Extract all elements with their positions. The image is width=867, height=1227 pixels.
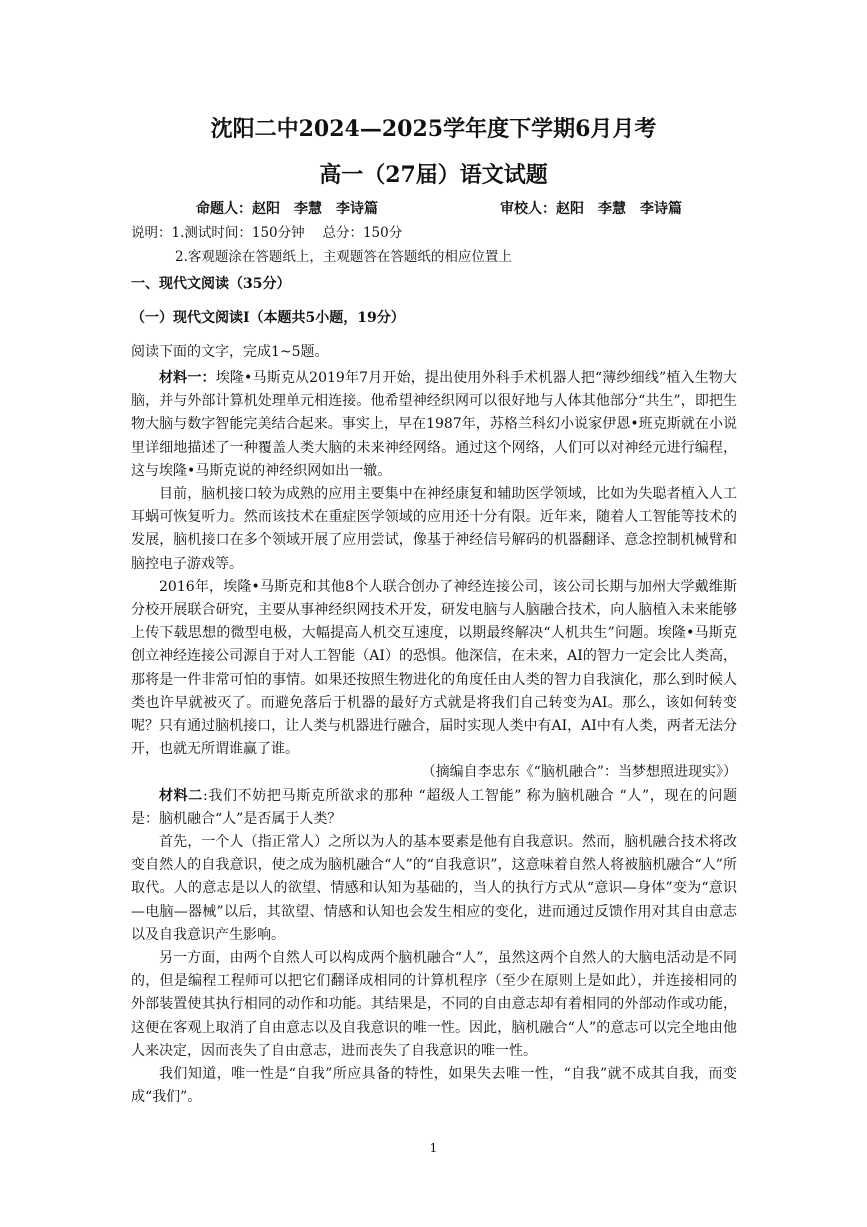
material1-paragraph-1: 材料一：埃隆•马斯克从2019年7月开始，提出使用外科手术机器人把“薄纱细线”植入生物大脑，并与外部计算机处理单元相连接。他希望神经织网可以很好地与人体其他部分“共生”，即把生物大脑与数字智能完美结合起来。事实上，早在1987年，苏格兰科幻小说家伊恩•班克斯就在小说里详细地描述了一种覆盖人类大脑的未来神经网络。通过这个网络，人们可以对神经元进行编程，这与埃隆•马斯克说的神经织网如出一辙。 xyxy=(131,370,738,479)
setters: 命题人：赵阳 李慧 李诗篇 xyxy=(196,201,378,217)
material1-label: 材料一： xyxy=(159,370,216,386)
reading-intro: 阅读下面的文字，完成1~5题。 xyxy=(131,344,329,360)
exam-title: 沈阳二中2024—2025学年度下学期6月月考 xyxy=(210,116,657,142)
instruction-line-1: 说明：1.测试时间：150分钟 总分：150分 xyxy=(131,225,403,241)
article-body xyxy=(131,367,737,1110)
material1-source: （摘编自李忠东《“脑机融合”：当梦想照进现实》） xyxy=(421,764,737,781)
exam-subtitle: 高一（27届）语文试题 xyxy=(319,162,548,188)
material2-label: 材料二 xyxy=(159,787,203,804)
material2-paragraph-3: 另一方面，由两个自然人可以构成两个脑机融合“人”，虽然这两个自然人的大脑电活动是不同的，但是编程工程师可以把它们翻译成相同的计算机程序（至少在原则上是如此），并连接相同的外部装置使其执行相同的动作和功能。其结果是，不同的自由意志却有着相同的外部动作或功能，这便在客观上取消了自由意志以及自我意识的唯一性。因此，脑机融合“人”的意志可以完全地由他人来决定，因而丧失了自由意志，进而丧失了自我意识的唯一性。 xyxy=(131,950,737,1059)
material1-paragraph-3: 2016年，埃隆•马斯克和其他8个人联合创办了神经连接公司，该公司长期与加州大学戴维斯分校开展联合研究，主要从事神经织网技术开发，研发电脑与人脑融合技术，向人脑植入未来能够上传下载思想的微型电极，大幅提高人机交互速度，以期最终解决“人机共生”问题。埃隆•马斯克创立神经连接公司源自于对人工智能（AI）的恐惧。他深信，在未来，AI的智力一定会比人类高，那将是一件非常可怕的事情。如果还按照生物进化的角度任由人类的智力自我演化，那么到时候人类也许早就被灭了。而避免落后于机器的最好方式就是将我们自己转变为AI。那么，该如何转变呢？只有通过脑机接口，让人类与机器进行融合，届时实现人类中有AI，AI中有人类，两者无法分开，也就无所谓谁赢了谁。 xyxy=(131,578,737,758)
page-number: 1 xyxy=(429,1141,438,1155)
material2-paragraph-2: 首先，一个人（指正常人）之所以为人的基本要素是他有自我意识。然而，脑机融合技术将改变自然人的自我意识，使之成为脑机融合“人”的“自我意识”，这意味着自然人将被脑机融合“人”所取代。人的意志是以人的欲望、情感和认知为基础的，当人的执行方式从“意识—身体”变为“意识—电脑—器械”以后，其欲望、情感和认知也会发生相应的变化，进而通过反馈作用对其自由意志以及自我意识产生影响。 xyxy=(131,834,737,943)
reviewers: 审校人：赵阳 李慧 李诗篇 xyxy=(500,201,682,217)
section-heading: 一、现代文阅读（35分） xyxy=(131,276,291,292)
material1-paragraph-2: 目前，脑机接口较为成熟的应用主要集中在神经康复和辅助医学领域，比如为失聪者植入人工耳蜗可恢复听力。然而该技术在重症医学领域的应用还十分有限。近年来，随着人工智能等技术的发展，脑机接口在多个领域开展了应用尝试，像基于神经信号解码的机器翻译、意念控制机械臂和脑控电子游戏等。 xyxy=(131,486,737,572)
material2-paragraph-1: 材料二:我们不妨把马斯克所欲求的那种 “超级人工智能” 称为脑机融合 “人”，现在的问题是：脑机融合“人”是否属于人类？ xyxy=(131,787,737,827)
subsection-heading: （一）现代文阅读Ⅰ（本题共5小题，19分） xyxy=(131,310,405,326)
instruction-line-2: 2.客观题涂在答题纸上，主观题答在答题纸的相应位置上 xyxy=(175,249,512,265)
material2-paragraph-4: 我们知道，唯一性是“自我”所应具备的特性，如果失去唯一性，“自我”就不成其自我，而变成“我们”。 xyxy=(131,1066,737,1106)
